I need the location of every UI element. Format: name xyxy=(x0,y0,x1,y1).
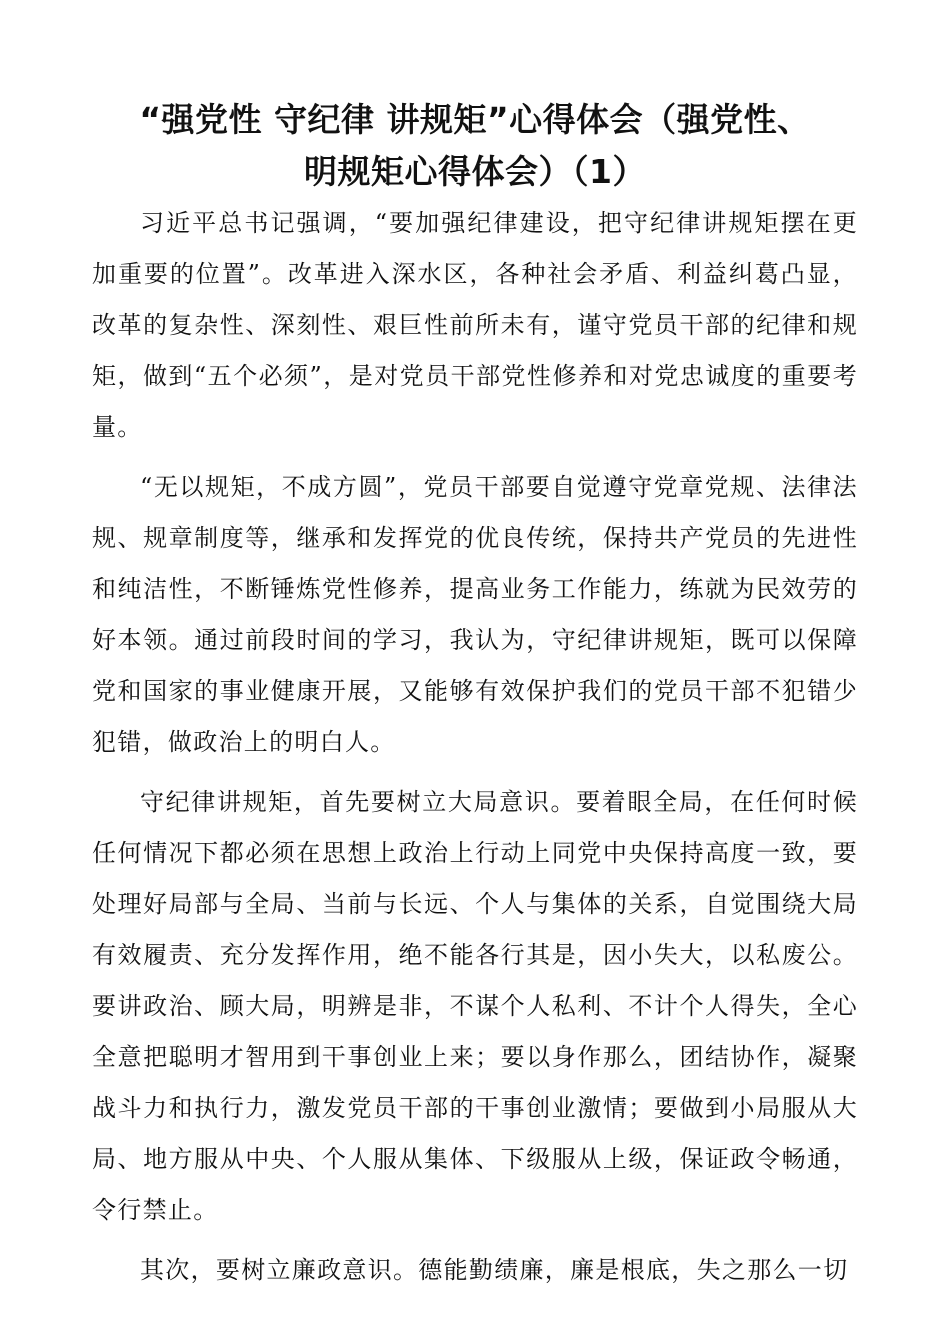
paragraph-2: “无以规矩，不成方圆”，党员干部要自觉遵守党章党规、法律法规、规章制度等，继承和发挥党的优良传统，保持共产党员的先进性和纯洁性，不断锤炼党性修养，提高业务工作能力，练就为民效劳的好本领。通过前段时间的学习，我认为，守纪律讲规矩，既可以保障党和国家的事业健康开展，又能够有效保护我们的党员干部不犯错少犯错，做政治上的明白人。 xyxy=(92,473,858,756)
title-line-2: 明规矩心得体会）（1） xyxy=(304,152,646,191)
paragraph-3: 守纪律讲规矩，首先要树立大局意识。要着眼全局，在任何时候任何情况下都必须在思想上政治上行动上同党中央保持高度一致，要处理好局部与全局、当前与长远、个人与集体的关系，自觉围绕大局有效履责、充分发挥作用，绝不能各行其是，因小失大，以私废公。要讲政治、顾大局，明辨是非，不谋个人私利、不计个人得失，全心全意把聪明才智用到干事创业上来；要以身作那么，团结协作，凝聚战斗力和执行力，激发党员干部的干事创业激情；要做到小局服从大局、地方服从中央、个人服从集体、下级服从上级，保证政令畅通，令行禁止。 xyxy=(92,788,858,1224)
title-line-1: “强党性 守纪律 讲规矩”心得体会（强党性、 xyxy=(139,100,811,139)
document-title xyxy=(92,94,858,198)
paragraph-1: 习近平总书记强调，“要加强纪律建设，把守纪律讲规矩摆在更加重要的位置”。改革进入深水区，各种社会矛盾、利益纠葛凸显，改革的复杂性、深刻性、艰巨性前所未有，谨守党员干部的纪律和规矩，做到“五个必须”，是对党员干部党性修养和对党忠诚度的重要考量。 xyxy=(92,209,858,441)
paragraph-4: 其次，要树立廉政意识。德能勤绩廉，廉是根底，失之那么一切 xyxy=(140,1256,849,1284)
document-page xyxy=(92,94,858,1296)
